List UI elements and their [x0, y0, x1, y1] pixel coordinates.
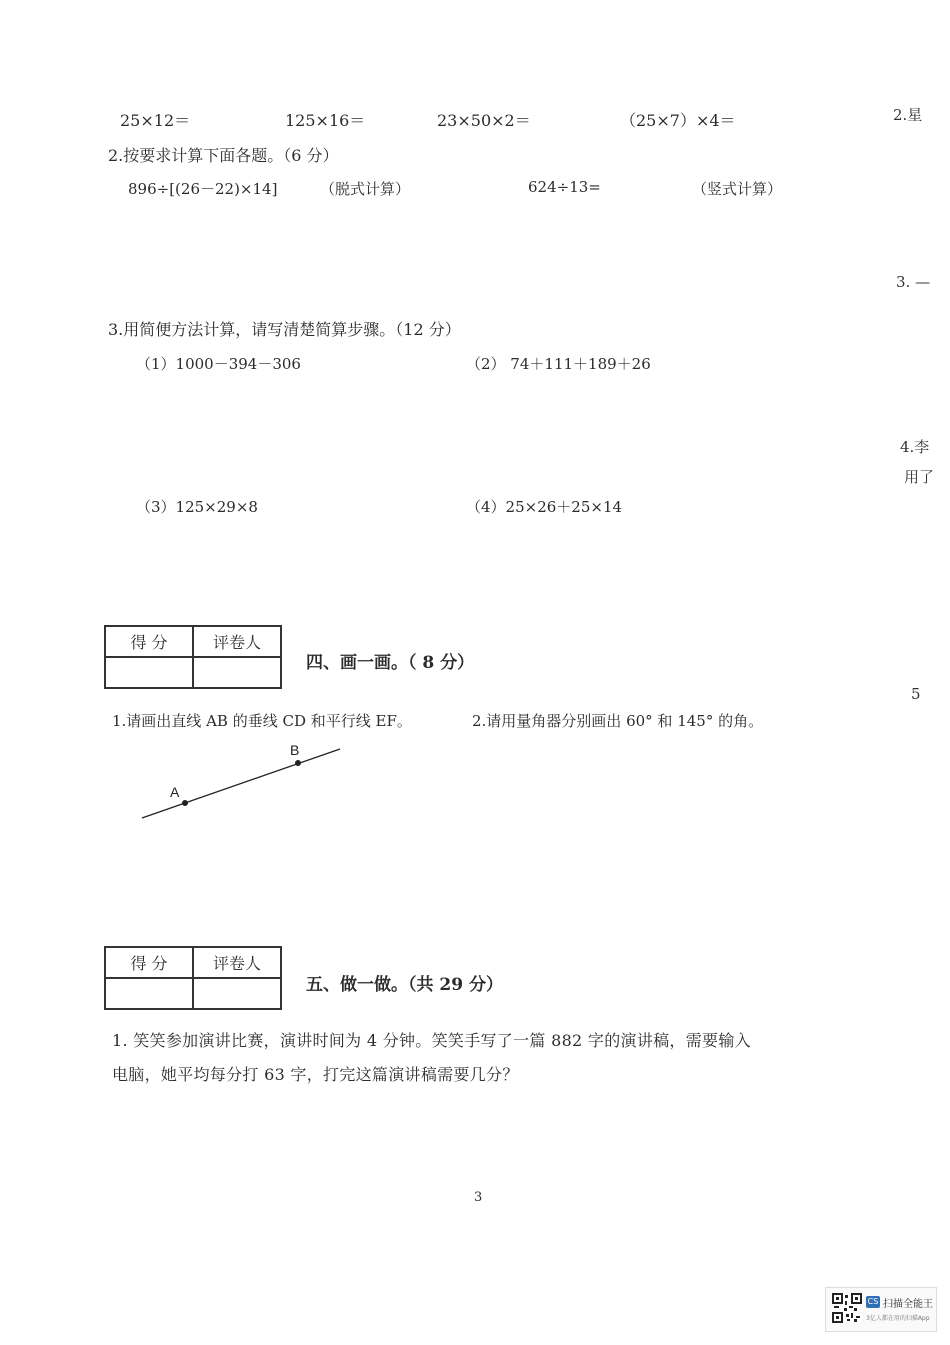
scanner-watermark	[825, 1287, 937, 1332]
q3-item-4: （4）25×26＋25×14	[466, 498, 623, 516]
score-table-section4	[104, 625, 282, 689]
section4-title: 四、画一画。（ 8 分）	[306, 653, 475, 673]
mental-calc-4: （25×7）×4＝	[620, 111, 736, 130]
section5-title: 五、做一做。（共 29 分）	[306, 975, 503, 995]
score-table-section5	[104, 946, 282, 1010]
score-cell[interactable]	[105, 657, 193, 688]
q2-expr1-note: （脱式计算）	[320, 180, 411, 198]
page-number: 3	[474, 1190, 483, 1205]
margin-fragment-1: 2.星	[893, 106, 923, 124]
margin-fragment-5: 5	[911, 685, 921, 703]
section5-q1-line2: 电脑，她平均每分打 63 字，打完这篇演讲稿需要几分？	[112, 1065, 519, 1084]
score-header: 得 分	[105, 626, 193, 657]
margin-fragment-4: 用了	[904, 468, 935, 486]
q3-item-2: （2） 74＋111＋189＋26	[466, 355, 651, 373]
q2-expr2-note: （竖式计算）	[692, 180, 783, 198]
q3-item-3: （3）125×29×8	[136, 498, 258, 516]
q2-expr1: 896÷[(26－22)×14]	[128, 180, 278, 198]
grader-header: 评卷人	[193, 626, 281, 657]
point-b-label: B	[290, 742, 300, 758]
section5-q1-line1: 1. 笑笑参加演讲比赛，演讲时间为 4 分钟。笑笑手写了一篇 882 字的演讲稿，需要输入	[112, 1031, 751, 1050]
mental-calc-3: 23×50×2＝	[437, 111, 531, 130]
margin-fragment-2: 3. —	[896, 273, 931, 291]
point-b-dot	[295, 760, 301, 766]
q2-expr2: 624÷13=	[528, 178, 601, 196]
scanner-tagline: 3亿人都在用的扫描App	[866, 1315, 930, 1322]
cs-logo-icon: CS	[867, 1297, 879, 1306]
mental-calc-2: 125×16＝	[285, 111, 366, 130]
score-cell[interactable]	[105, 978, 193, 1009]
point-a-dot	[182, 800, 188, 806]
grader-cell[interactable]	[193, 657, 281, 688]
line-ab-figure	[130, 735, 360, 830]
grader-header: 评卷人	[193, 947, 281, 978]
q2-title: 2.按要求计算下面各题。（6 分）	[108, 146, 339, 165]
margin-fragment-3: 4.李	[900, 438, 930, 456]
mental-calc-1: 25×12＝	[120, 111, 191, 130]
q3-item-1: （1）1000－394－306	[136, 355, 301, 373]
score-header: 得 分	[105, 947, 193, 978]
q3-title: 3.用简便方法计算，请写清楚简算步骤。（12 分）	[108, 320, 461, 339]
grader-cell[interactable]	[193, 978, 281, 1009]
section4-q2: 2.请用量角器分别画出 60° 和 145° 的角。	[472, 712, 764, 730]
section4-q1: 1.请画出直线 AB 的垂线 CD 和平行线 EF。	[112, 712, 412, 730]
point-a-label: A	[170, 784, 180, 800]
qr-code-icon	[832, 1293, 862, 1323]
scanner-app-name: 扫描全能王	[883, 1299, 933, 1310]
